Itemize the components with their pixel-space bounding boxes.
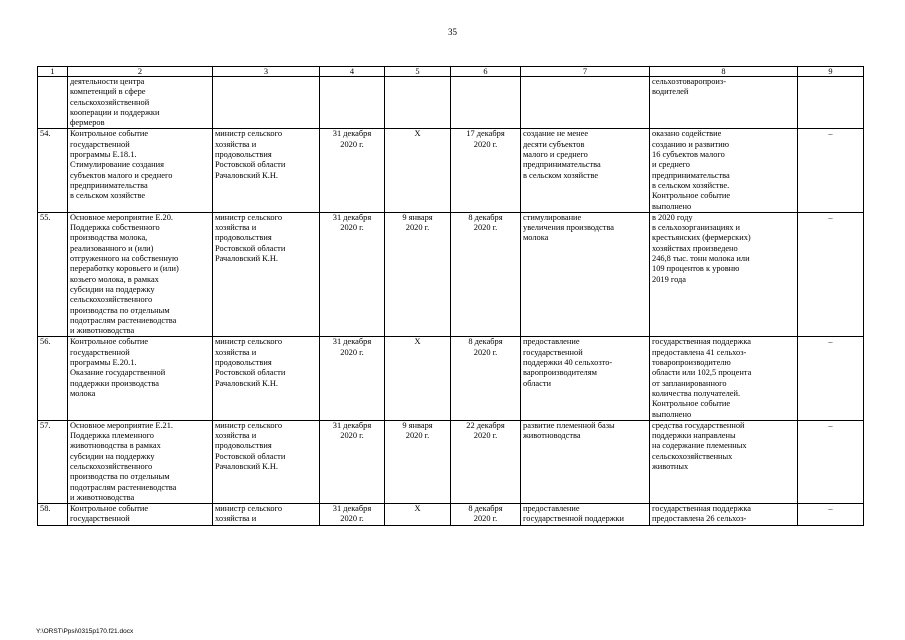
row-number bbox=[38, 525, 68, 526]
row-number: 54. bbox=[38, 129, 68, 212]
responsible-cell bbox=[213, 525, 320, 526]
expected-result-cell: предоставление государственной поддержки 40 сельхозто- варопроизводителям области bbox=[521, 337, 650, 420]
row-number: 58. bbox=[38, 504, 68, 526]
notes-cell bbox=[798, 77, 864, 129]
footer-file-path: Y:\ORST\Ppsi\0315p170.f21.docx bbox=[36, 628, 134, 635]
planned-date-cell: 31 декабря 2020 г. bbox=[320, 129, 385, 212]
actual-result-cell: государственная поддержка предоставлена 41 сельхоз- товаропроизводителю области или 102,5 процента от запланированного количества получателей. Контрольное событие выполнено bbox=[650, 337, 798, 420]
responsible-cell bbox=[213, 77, 320, 129]
expected-result-cell: стимулирование увеличения производства молока bbox=[521, 212, 650, 337]
table-row bbox=[38, 77, 864, 129]
planned-date-cell: 31 декабря 2020 г. bbox=[320, 420, 385, 503]
page-number: 35 bbox=[448, 27, 457, 37]
actual-result-cell: государственная поддержка предоставлена 26 сельхоз- bbox=[650, 504, 798, 526]
notes-cell: – bbox=[798, 212, 864, 337]
actual-result-cell: сельхозтоваропроиз- водителей bbox=[650, 77, 798, 129]
responsible-cell: министр сельского хозяйства и bbox=[213, 504, 320, 526]
start-date-cell bbox=[385, 77, 451, 129]
row-number bbox=[38, 77, 68, 129]
actual-result-cell: оказано содействие созданию и развитию 16 субъектов малого и среднего предпринимательства в сельском хозяйстве. Контрольное событие выполнено bbox=[650, 129, 798, 212]
activities-table bbox=[37, 66, 864, 526]
notes-cell: – bbox=[798, 420, 864, 503]
planned-date-cell: 31 декабря 2020 г. bbox=[320, 337, 385, 420]
header-cell: 3 bbox=[213, 67, 320, 77]
notes-cell: – bbox=[798, 337, 864, 420]
expected-result-cell bbox=[521, 77, 650, 129]
table-row bbox=[38, 420, 864, 503]
header-cell: 4 bbox=[320, 67, 385, 77]
row-number: 55. bbox=[38, 212, 68, 337]
header-cell: 6 bbox=[451, 67, 521, 77]
expected-result-cell: развитие племенной базы животноводства bbox=[521, 420, 650, 503]
notes-cell: – bbox=[798, 504, 864, 526]
start-date-cell: Х bbox=[385, 337, 451, 420]
end-date-cell bbox=[451, 525, 521, 526]
end-date-cell: 17 декабря 2020 г. bbox=[451, 129, 521, 212]
expected-result-cell: создание не менее десяти субъектов малого и среднего предпринимательства в сельском хозяйстве bbox=[521, 129, 650, 212]
start-date-cell: 9 января 2020 г. bbox=[385, 212, 451, 337]
actual-result-cell bbox=[650, 525, 798, 526]
expected-result-cell: предоставление государственной поддержки bbox=[521, 504, 650, 526]
end-date-cell: 8 декабря 2020 г. bbox=[451, 212, 521, 337]
header-cell: 7 bbox=[521, 67, 650, 77]
end-date-cell: 22 декабря 2020 г. bbox=[451, 420, 521, 503]
end-date-cell bbox=[451, 77, 521, 129]
planned-date-cell: 31 декабря 2020 г. bbox=[320, 504, 385, 526]
event-name-cell: Контрольное событие государственной программы Е.20.1. Оказание государственной поддержки производства молока bbox=[68, 337, 213, 420]
start-date-cell: Х bbox=[385, 504, 451, 526]
header-cell: 2 bbox=[68, 67, 213, 77]
responsible-cell: министр сельского хозяйства и продовольствия Ростовской области Рачаловский К.Н. bbox=[213, 212, 320, 337]
end-date-cell: 8 декабря 2020 г. bbox=[451, 337, 521, 420]
table-row bbox=[38, 337, 864, 420]
responsible-cell: министр сельского хозяйства и продовольствия Ростовской области Рачаловский К.Н. bbox=[213, 129, 320, 212]
table-row bbox=[38, 212, 864, 337]
planned-date-cell: 31 декабря 2020 г. bbox=[320, 212, 385, 337]
header-cell: 1 bbox=[38, 67, 68, 77]
event-name-cell: Основное мероприятие Е.21. Поддержка племенного животноводства в рамках субсидии на поддержку сельскохозяйственного производства по отдельным подотраслям растениеводства и животноводства bbox=[68, 420, 213, 503]
notes-cell bbox=[798, 525, 864, 526]
end-date-cell: 8 декабря 2020 г. bbox=[451, 504, 521, 526]
event-name-cell: Контрольное событие государственной программы Е.18.1. Стимулирование создания субъектов малого и среднего предпринимательства в сельском хозяйстве bbox=[68, 129, 213, 212]
table-row bbox=[38, 504, 864, 526]
start-date-cell bbox=[385, 525, 451, 526]
event-name-cell: Контрольное событие государственной bbox=[68, 504, 213, 526]
start-date-cell: Х bbox=[385, 129, 451, 212]
actual-result-cell: средства государственной поддержки направлены на содержание племенных сельскохозяйственных животных bbox=[650, 420, 798, 503]
row-number: 56. bbox=[38, 337, 68, 420]
actual-result-cell: в 2020 году в сельхозорганизациях и крестьянских (фермерских) хозяйствах произведено 246,8 тыс. тонн молока или 109 процентов к уровню 2019 года bbox=[650, 212, 798, 337]
table-header-row bbox=[38, 67, 864, 77]
event-name-cell: Основное мероприятие Е.20. Поддержка собственного производства молока, реализованного и (или) отгруженного на собственную переработку коровьего и (или) козьего молока, в рамках субсидии на поддержку сельскохозяйственного производства по отдельным подотраслям растениеводства и животноводства bbox=[68, 212, 213, 337]
event-name-cell bbox=[68, 525, 213, 526]
table-row bbox=[38, 525, 864, 526]
row-number: 57. bbox=[38, 420, 68, 503]
event-name-cell: деятельности центра компетенций в сфере сельскохозяйственной кооперации и поддержки фермеров bbox=[68, 77, 213, 129]
notes-cell: – bbox=[798, 129, 864, 212]
table-row bbox=[38, 129, 864, 212]
responsible-cell: министр сельского хозяйства и продовольствия Ростовской области Рачаловский К.Н. bbox=[213, 337, 320, 420]
responsible-cell: министр сельского хозяйства и продовольствия Ростовской области Рачаловский К.Н. bbox=[213, 420, 320, 503]
header-cell: 8 bbox=[650, 67, 798, 77]
planned-date-cell bbox=[320, 525, 385, 526]
expected-result-cell bbox=[521, 525, 650, 526]
start-date-cell: 9 января 2020 г. bbox=[385, 420, 451, 503]
planned-date-cell bbox=[320, 77, 385, 129]
header-cell: 9 bbox=[798, 67, 864, 77]
header-cell: 5 bbox=[385, 67, 451, 77]
